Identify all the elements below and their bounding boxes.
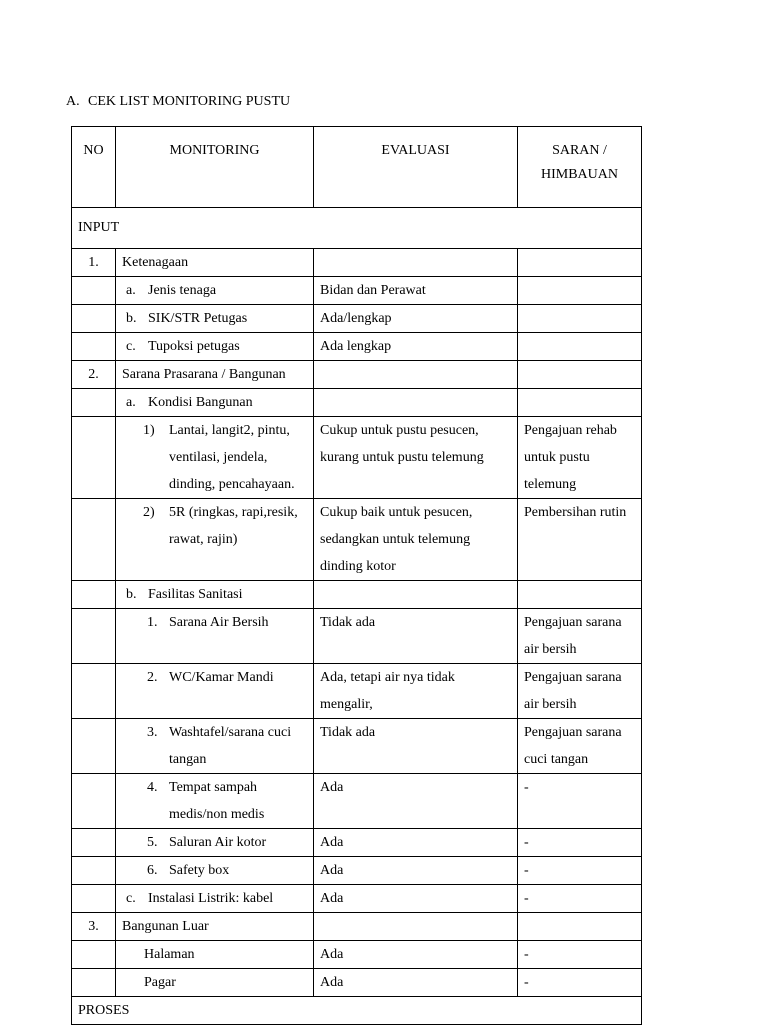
row-monitoring bbox=[116, 885, 314, 913]
row-saran: - bbox=[518, 829, 642, 857]
table-row bbox=[72, 361, 642, 389]
table-row bbox=[72, 913, 642, 941]
header-no: NO bbox=[72, 127, 116, 208]
row-monitoring bbox=[116, 664, 314, 719]
monitoring-text: Instalasi Listrik: kabel bbox=[148, 891, 274, 906]
monitoring-text: Tempat sampah medis/non medis bbox=[169, 780, 265, 822]
monitoring-text: Bangunan Luar bbox=[122, 919, 209, 934]
row-saran bbox=[518, 249, 642, 277]
table-row bbox=[72, 719, 642, 774]
row-evaluasi: Tidak ada bbox=[314, 719, 518, 774]
table-row bbox=[72, 277, 642, 305]
row-monitoring bbox=[116, 941, 314, 969]
row-no bbox=[72, 719, 116, 774]
row-monitoring bbox=[116, 609, 314, 664]
monitoring-text: Lantai, langit2, pintu, ventilasi, jendela, dinding, pencahayaan. bbox=[169, 423, 295, 492]
row-saran: Pengajuan rehab untuk pustu telemung bbox=[518, 417, 642, 499]
row-no bbox=[72, 333, 116, 361]
monitoring-text: Saluran Air kotor bbox=[169, 835, 267, 850]
row-saran bbox=[518, 305, 642, 333]
heading-text: CEK LIST MONITORING PUSTU bbox=[88, 94, 291, 109]
monitoring-text: Kondisi Bangunan bbox=[148, 395, 253, 410]
row-monitoring bbox=[116, 333, 314, 361]
monitoring-text: Sarana Prasarana / Bangunan bbox=[122, 367, 286, 382]
row-monitoring bbox=[116, 774, 314, 829]
row-no bbox=[72, 829, 116, 857]
row-evaluasi: Ada lengkap bbox=[314, 333, 518, 361]
row-marker: b. bbox=[126, 587, 137, 602]
row-marker: 6. bbox=[147, 863, 158, 878]
row-monitoring bbox=[116, 969, 314, 997]
row-no bbox=[72, 305, 116, 333]
row-evaluasi bbox=[314, 249, 518, 277]
row-marker: 5. bbox=[147, 835, 158, 850]
row-evaluasi: Cukup untuk pustu pesucen, kurang untuk pustu telemung bbox=[314, 417, 518, 499]
row-saran bbox=[518, 389, 642, 417]
row-saran: - bbox=[518, 885, 642, 913]
row-saran: Pengajuan sarana air bersih bbox=[518, 609, 642, 664]
section-label-input: INPUT bbox=[72, 208, 642, 249]
monitoring-text: WC/Kamar Mandi bbox=[169, 670, 274, 685]
row-no bbox=[72, 581, 116, 609]
row-monitoring bbox=[116, 719, 314, 774]
row-evaluasi bbox=[314, 361, 518, 389]
row-saran: - bbox=[518, 941, 642, 969]
table-row bbox=[72, 969, 642, 997]
row-evaluasi: Ada/lengkap bbox=[314, 305, 518, 333]
header-saran: SARAN / HIMBAUAN bbox=[518, 127, 642, 208]
monitoring-text: Pagar bbox=[144, 975, 176, 990]
table-row bbox=[72, 249, 642, 277]
row-no bbox=[72, 857, 116, 885]
row-no bbox=[72, 499, 116, 581]
row-marker: 4. bbox=[147, 780, 158, 795]
row-saran bbox=[518, 333, 642, 361]
row-saran bbox=[518, 581, 642, 609]
row-saran: Pembersihan rutin bbox=[518, 499, 642, 581]
monitoring-text: Tupoksi petugas bbox=[148, 339, 240, 354]
table-row bbox=[72, 499, 642, 581]
row-marker: a. bbox=[126, 283, 136, 298]
row-no bbox=[72, 389, 116, 417]
monitoring-checklist-table bbox=[71, 126, 642, 1025]
table-row bbox=[72, 941, 642, 969]
monitoring-text: Ketenagaan bbox=[122, 255, 189, 270]
document-heading bbox=[66, 94, 290, 110]
row-no bbox=[72, 417, 116, 499]
row-no bbox=[72, 277, 116, 305]
row-evaluasi: Ada bbox=[314, 941, 518, 969]
table-row bbox=[72, 829, 642, 857]
row-marker: a. bbox=[126, 395, 136, 410]
table-row bbox=[72, 389, 642, 417]
row-evaluasi: Bidan dan Perawat bbox=[314, 277, 518, 305]
monitoring-text: Jenis tenaga bbox=[148, 283, 217, 298]
monitoring-text: SIK/STR Petugas bbox=[148, 311, 248, 326]
section-row-proses bbox=[72, 997, 642, 1025]
row-marker: 1. bbox=[147, 615, 158, 630]
heading-number: A. bbox=[66, 94, 80, 109]
row-evaluasi: Ada bbox=[314, 857, 518, 885]
row-monitoring bbox=[116, 581, 314, 609]
row-monitoring bbox=[116, 499, 314, 581]
row-saran: - bbox=[518, 774, 642, 829]
row-monitoring bbox=[116, 913, 314, 941]
table-row bbox=[72, 774, 642, 829]
row-monitoring bbox=[116, 277, 314, 305]
row-saran bbox=[518, 913, 642, 941]
row-marker: 3. bbox=[147, 725, 158, 740]
table-row bbox=[72, 417, 642, 499]
header-monitoring: MONITORING bbox=[116, 127, 314, 208]
row-no bbox=[72, 609, 116, 664]
row-saran: - bbox=[518, 969, 642, 997]
row-no bbox=[72, 774, 116, 829]
monitoring-text: 5R (ringkas, rapi,resik, rawat, rajin) bbox=[169, 505, 298, 547]
row-no: 3. bbox=[72, 913, 116, 941]
row-evaluasi: Ada, tetapi air nya tidak mengalir, bbox=[314, 664, 518, 719]
row-marker: c. bbox=[126, 339, 136, 354]
row-no: 2. bbox=[72, 361, 116, 389]
row-marker: 2) bbox=[143, 505, 155, 520]
row-monitoring bbox=[116, 417, 314, 499]
row-monitoring bbox=[116, 829, 314, 857]
monitoring-text: Safety box bbox=[169, 863, 230, 878]
row-marker: 2. bbox=[147, 670, 158, 685]
monitoring-text: Halaman bbox=[144, 947, 195, 962]
row-evaluasi: Ada bbox=[314, 774, 518, 829]
row-evaluasi bbox=[314, 913, 518, 941]
row-evaluasi: Ada bbox=[314, 829, 518, 857]
row-no bbox=[72, 885, 116, 913]
row-evaluasi bbox=[314, 389, 518, 417]
row-saran: Pengajuan sarana cuci tangan bbox=[518, 719, 642, 774]
row-evaluasi: Ada bbox=[314, 969, 518, 997]
section-row-input bbox=[72, 208, 642, 249]
row-saran: - bbox=[518, 857, 642, 885]
monitoring-text: Fasilitas Sanitasi bbox=[148, 587, 243, 602]
row-no bbox=[72, 941, 116, 969]
table-header-row bbox=[72, 127, 642, 208]
row-no: 1. bbox=[72, 249, 116, 277]
row-evaluasi: Cukup baik untuk pesucen, sedangkan untuk telemung dinding kotor bbox=[314, 499, 518, 581]
row-saran bbox=[518, 361, 642, 389]
row-evaluasi: Tidak ada bbox=[314, 609, 518, 664]
table-row bbox=[72, 305, 642, 333]
section-label-proses: PROSES bbox=[72, 997, 642, 1025]
table-row bbox=[72, 581, 642, 609]
monitoring-text: Washtafel/sarana cuci tangan bbox=[169, 725, 292, 767]
row-monitoring bbox=[116, 361, 314, 389]
row-no bbox=[72, 969, 116, 997]
table-row bbox=[72, 664, 642, 719]
row-monitoring bbox=[116, 857, 314, 885]
row-saran bbox=[518, 277, 642, 305]
row-marker: b. bbox=[126, 311, 137, 326]
table-row bbox=[72, 885, 642, 913]
row-monitoring bbox=[116, 249, 314, 277]
row-monitoring bbox=[116, 389, 314, 417]
table-row bbox=[72, 609, 642, 664]
row-evaluasi: Ada bbox=[314, 885, 518, 913]
table-row bbox=[72, 857, 642, 885]
row-monitoring bbox=[116, 305, 314, 333]
table-row bbox=[72, 333, 642, 361]
monitoring-text: Sarana Air Bersih bbox=[169, 615, 269, 630]
row-no bbox=[72, 664, 116, 719]
row-evaluasi bbox=[314, 581, 518, 609]
header-evaluasi: EVALUASI bbox=[314, 127, 518, 208]
row-marker: c. bbox=[126, 891, 136, 906]
row-saran: Pengajuan sarana air bersih bbox=[518, 664, 642, 719]
row-marker: 1) bbox=[143, 423, 155, 438]
